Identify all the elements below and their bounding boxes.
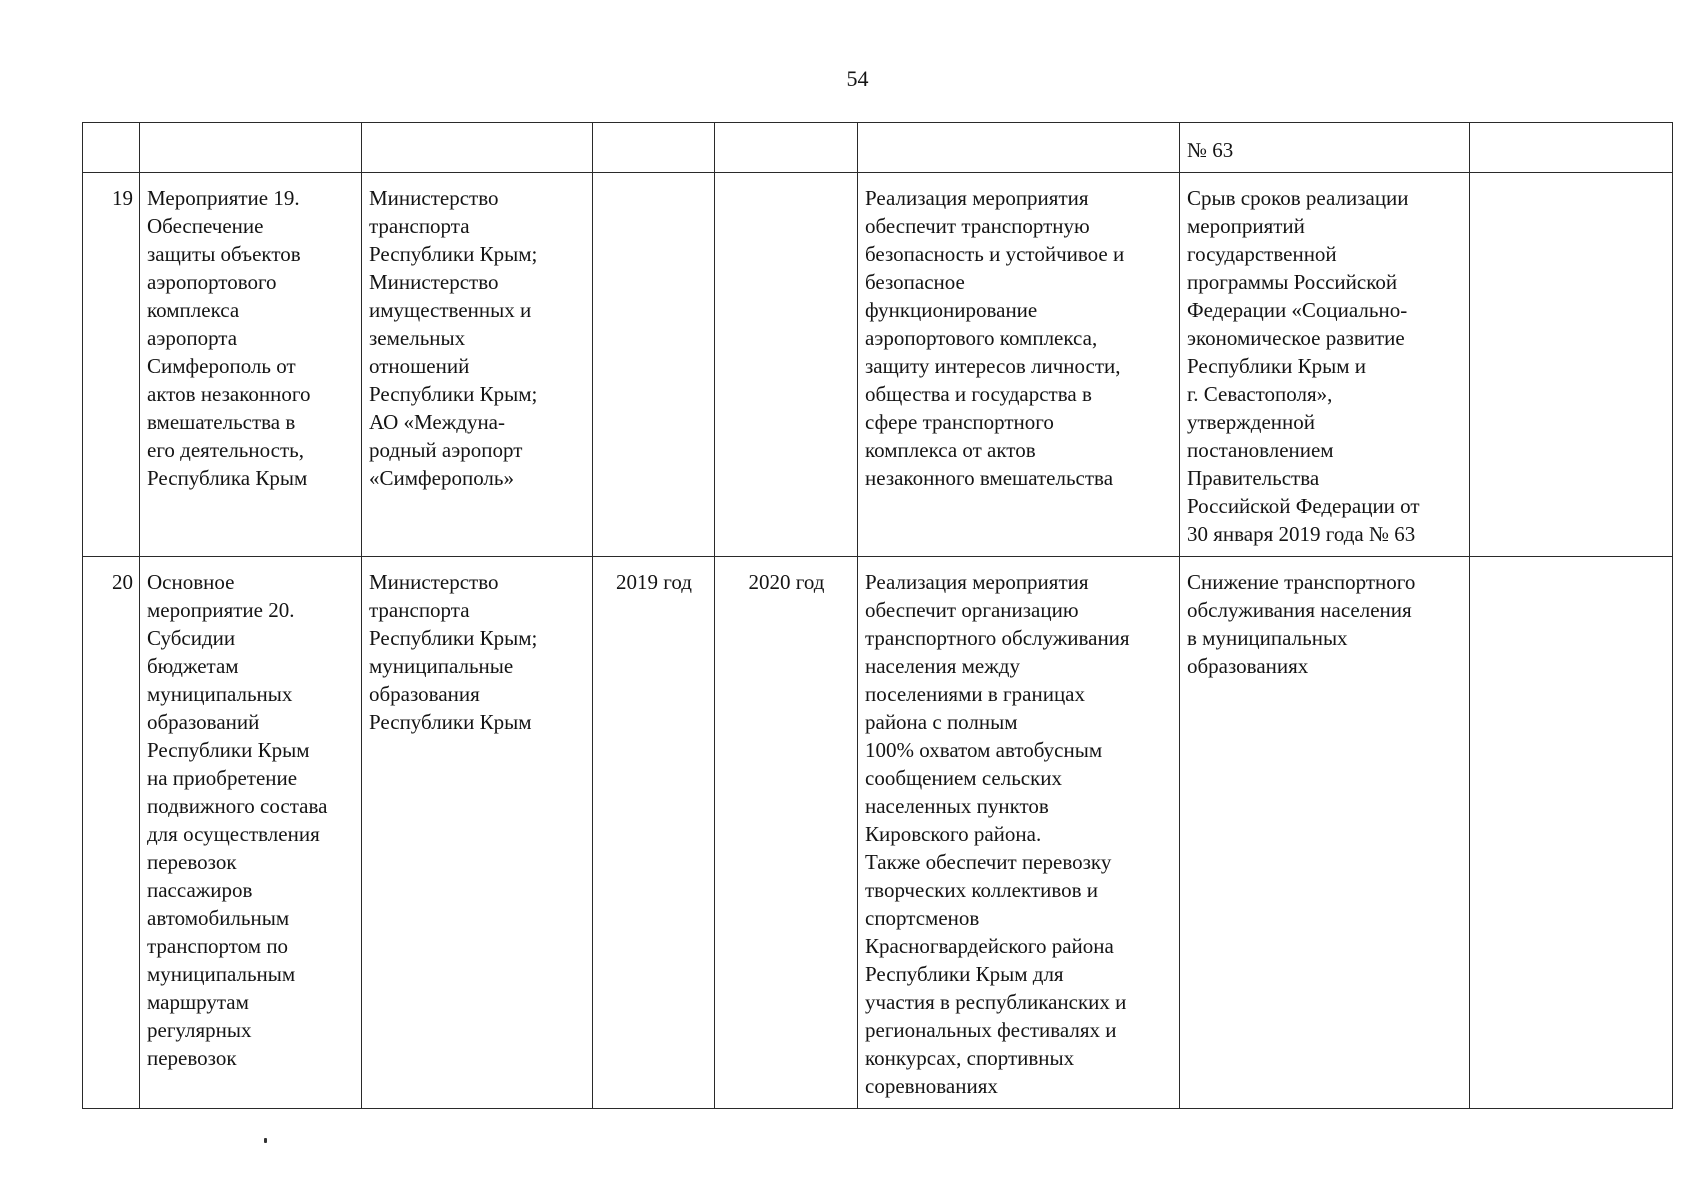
cell-consequence: Снижение транспортного обслуживания населения в муниципальных образованиях <box>1180 557 1470 1109</box>
program-measures-table <box>82 122 1673 1109</box>
cell-measure <box>140 123 362 173</box>
cell-start <box>593 123 715 173</box>
cell-executor <box>362 123 593 173</box>
cell-link <box>1470 173 1673 557</box>
cell-consequence: № 63 <box>1180 123 1470 173</box>
cell-end <box>715 123 858 173</box>
cell-start: 2019 год <box>593 557 715 1109</box>
cell-consequence: Срыв сроков реализации мероприятий государственной программы Российской Федерации «Социально- экономическое развитие Республики Крым и г. Севастополя», утвержденной постановлением Правительства Российской Федерации от 30 января 2019 года № 63 <box>1180 173 1470 557</box>
cell-link <box>1470 557 1673 1109</box>
cell-executor: Министерство транспорта Республики Крым; муниципальные образования Республики Крым <box>362 557 593 1109</box>
cell-end <box>715 173 858 557</box>
cell-num <box>83 123 140 173</box>
cell-num: 20 <box>83 557 140 1109</box>
cell-start <box>593 173 715 557</box>
cell-result <box>858 123 1180 173</box>
cell-end: 2020 год <box>715 557 858 1109</box>
scan-speck <box>264 1138 267 1143</box>
cell-measure: Мероприятие 19. Обеспечение защиты объектов аэропортового комплекса аэропорта Симферополь от актов незаконного вмешательства в его деятельность, Республика Крым <box>140 173 362 557</box>
cell-result: Реализация мероприятия обеспечит организацию транспортного обслуживания населения между поселениями в границах района с полным 100% охватом автобусным сообщением сельских населенных пунктов Кировского района. Также обеспечит перевозку творческих коллективов и спортсменов Красногвардейского района Республики Крым для участия в республиканских и региональных фестивалях и конкурсах, спортивных соревнованиях <box>858 557 1180 1109</box>
cell-result: Реализация мероприятия обеспечит транспортную безопасность и устойчивое и безопасное функционирование аэропортового комплекса, защиту интересов личности, общества и государства в сфере транспортного комплекса от актов незаконного вмешательства <box>858 173 1180 557</box>
table-row <box>83 557 1673 1109</box>
cell-link <box>1470 123 1673 173</box>
cell-measure: Основное мероприятие 20. Субсидии бюджетам муниципальных образований Республики Крым на приобретение подвижного состава для осуществления перевозок пассажиров автомобильным транспортом по муниципальным маршрутам регулярных перевозок <box>140 557 362 1109</box>
table-row-continuation <box>83 123 1673 173</box>
page-number: 54 <box>846 66 869 91</box>
cell-executor: Министерство транспорта Республики Крым; Министерство имущественных и земельных отношений Республики Крым; АО «Междуна- родный аэропорт «Симферополь» <box>362 173 593 557</box>
cell-num: 19 <box>83 173 140 557</box>
table-row <box>83 173 1673 557</box>
